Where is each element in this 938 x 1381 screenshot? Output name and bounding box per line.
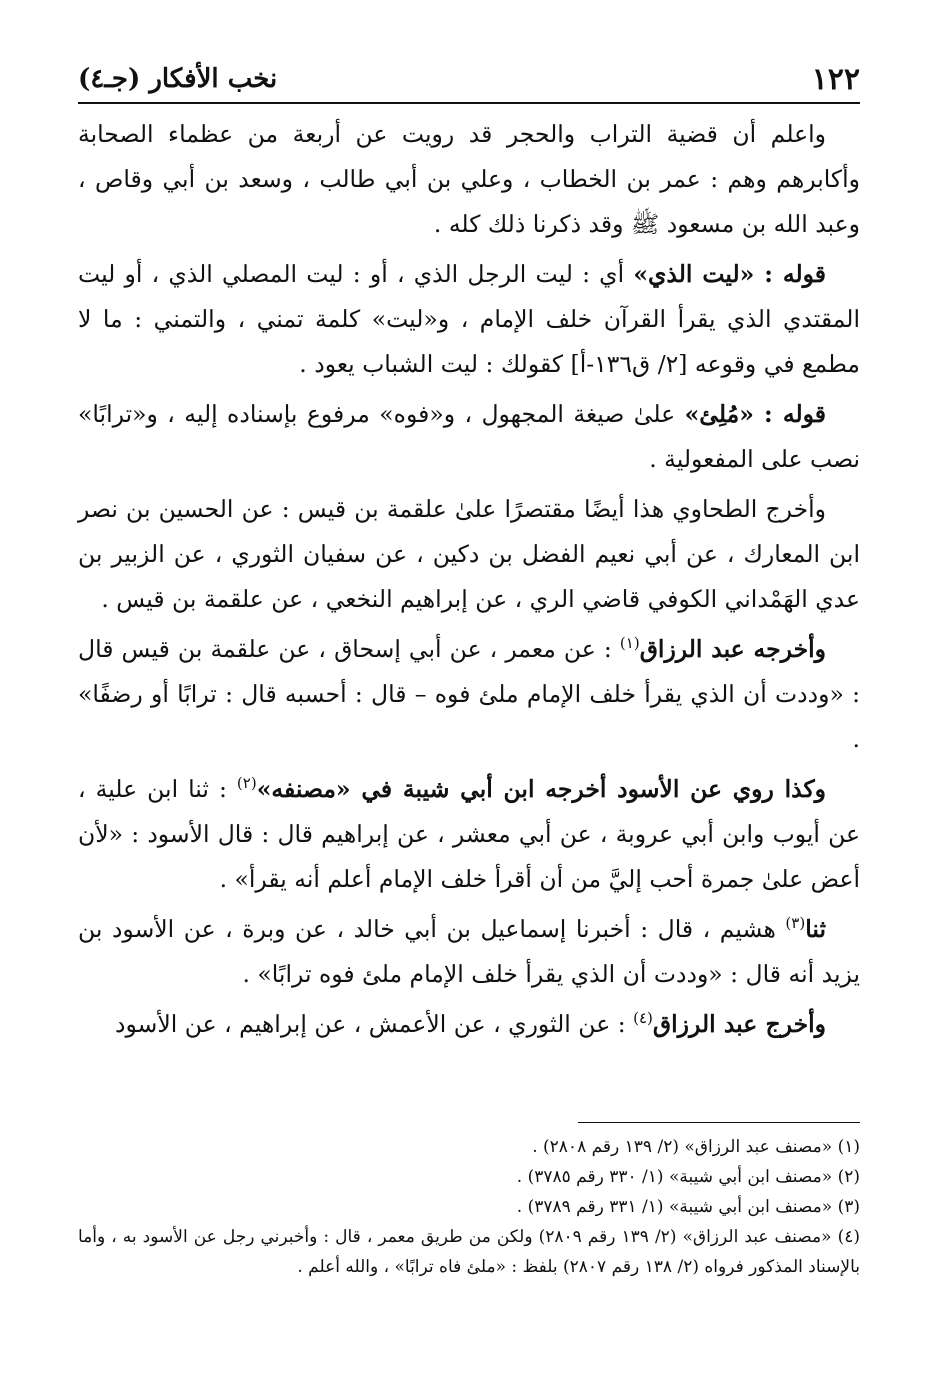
footnote-marker[interactable]: (٣) bbox=[785, 914, 806, 933]
paragraph-text: وأخرج الطحاوي هذا أيضًا مقتصرًا علىٰ علقمة بن قيس : عن الحسين بن نصر ابن المعارك ، عن أبي نعيم الفضل بن دكين ، عن سفيان الثوري ، عن الزبير بن عدي الهَمْداني الكوفي قاضي الري ، عن إبراهيم النخعي ، عن علقمة بن قيس . bbox=[78, 495, 860, 613]
paragraph bbox=[78, 907, 860, 997]
paragraph-lead: قوله : «ليت الذي» bbox=[633, 260, 826, 288]
footnote-marker[interactable]: (٤) bbox=[633, 1009, 653, 1028]
paragraph-text: واعلم أن قضية التراب والحجر قد رويت عن أربعة من عظماء الصحابة وأكابرهم وهم : عمر بن الخطاب ، وعلي بن أبي طالب ، وسعد بن أبي وقاص ، وعبد الله بن مسعود ﷺ وقد ذكرنا ذلك كله . bbox=[78, 120, 860, 238]
paragraph bbox=[78, 252, 860, 387]
paragraph-lead: وكذا روي عن الأسود أخرجه ابن أبي شيبة في «مصنفه» bbox=[256, 775, 826, 803]
paragraph-text: هشيم ، قال : أخبرنا إسماعيل بن أبي خالد ، عن وبرة ، عن الأسود بن يزيد أنه قال : «وددت أن الذي يقرأ خلف الإمام ملئ فوه ترابًا» . bbox=[78, 915, 860, 988]
page-header bbox=[78, 56, 860, 104]
footnotes bbox=[78, 1132, 860, 1282]
footnote-marker[interactable]: (٢) bbox=[236, 774, 257, 793]
paragraph bbox=[78, 392, 860, 482]
paragraph-text: : عن الثوري ، عن الأعمش ، عن إبراهيم ، عن الأسود bbox=[115, 1010, 634, 1038]
paragraph bbox=[78, 1002, 860, 1047]
paragraph-text: : عن معمر ، عن أبي إسحاق ، عن علقمة بن قيس قال : «وددت أن الذي يقرأ خلف الإمام ملئ فوه – قال : أحسبه قال : ترابًا أو رضفًا» . bbox=[78, 635, 860, 753]
paragraph-lead: وأخرج عبد الرزاق bbox=[652, 1010, 826, 1038]
footnote: (٣) «مصنف ابن أبي شيبة» (١/ ٣٣١ رقم ٣٧٨٩) . bbox=[516, 1197, 860, 1217]
paragraph-text: أي : ليت الرجل الذي ، أو : ليت المصلي الذي ، أو ليت المقتدي الذي يقرأ القرآن خلف الإمام ، و«ليت» كلمة تمني ، والتمني : ما لا مطمع في وقوعه [٢/ ق١٣٦-أ] كقولك : ليت الشباب يعود . bbox=[78, 260, 860, 378]
paragraph-text: علىٰ صيغة المجهول ، و«فوه» مرفوع بإسناده إليه ، و«ترابًا» نصب على المفعولية . bbox=[78, 400, 860, 473]
paragraph-lead: وأخرجه عبد الرزاق bbox=[639, 635, 826, 663]
main-text bbox=[78, 112, 860, 1052]
paragraph bbox=[78, 767, 860, 902]
book-title: نخب الأفكار (جـ٤) bbox=[78, 64, 278, 94]
footnote: (٤) «مصنف عبد الرزاق» (٢/ ١٣٩ رقم ٢٨٠٩) ولكن من طريق معمر ، قال : وأخبرني رجل عن الأسود به ، وأما بالإسناد المذكور فرواه (٢/ ١٣٨ رقم ٢٨٠٧) بلفظ : «ملئ فاه ترابًا» ، والله أعلم . bbox=[78, 1227, 860, 1277]
footnote-separator bbox=[578, 1122, 860, 1123]
paragraph bbox=[78, 112, 860, 247]
footnote: (١) «مصنف عبد الرزاق» (٢/ ١٣٩ رقم ٢٨٠٨) . bbox=[532, 1137, 860, 1157]
footnote-marker[interactable]: (١) bbox=[619, 634, 640, 653]
paragraph-lead: قوله : «مُلِئ» bbox=[684, 400, 826, 428]
page-number: ١٢٢ bbox=[811, 61, 860, 97]
footnote: (٢) «مصنف ابن أبي شيبة» (١/ ٣٣٠ رقم ٣٧٨٥) . bbox=[516, 1167, 860, 1187]
paragraph bbox=[78, 627, 860, 762]
paragraph bbox=[78, 487, 860, 622]
paragraph-lead: ثنا bbox=[805, 915, 826, 943]
paragraph-text: : ثنا ابن علية ، عن أيوب وابن أبي عروبة ، عن أبي معشر ، عن إبراهيم قال : قال الأسود : «لأن أعض علىٰ جمرة أحب إليَّ من أن أقرأ خلف الإمام أعلم أنه يقرأ» . bbox=[78, 775, 860, 893]
